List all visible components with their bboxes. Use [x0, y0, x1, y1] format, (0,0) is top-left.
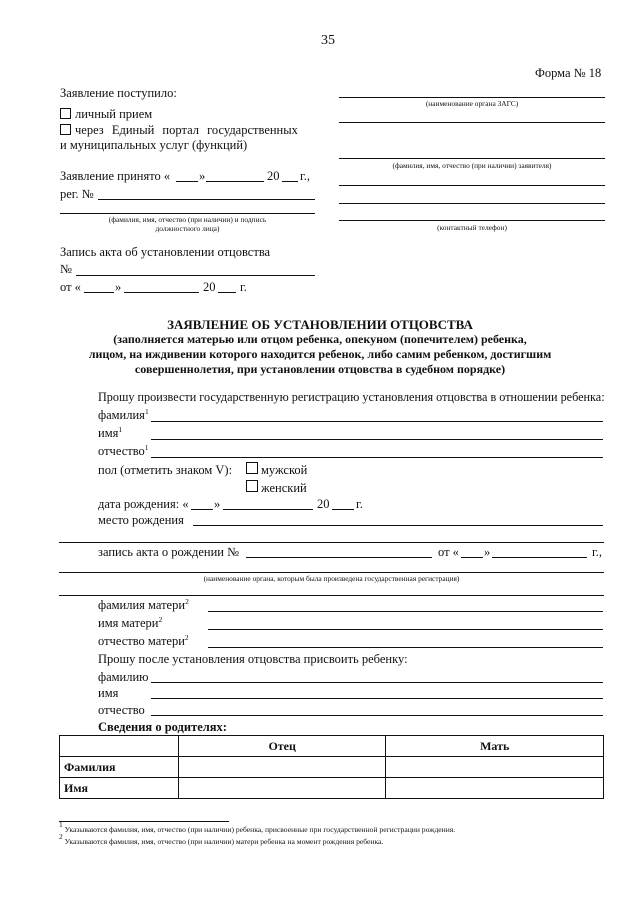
father-name-cell[interactable]	[179, 778, 386, 799]
registration-organ-caption: (наименование органа, которым была произведена государственная регистрация)	[203, 574, 460, 583]
footnote-ref-1c: 1	[144, 443, 149, 452]
footnote-1-mark: 1	[59, 820, 63, 829]
birth-record-day-field[interactable]	[461, 557, 483, 558]
registration-organ-field[interactable]	[59, 572, 604, 573]
form-title: ЗАЯВЛЕНИЕ ОБ УСТАНОВЛЕНИИ ОТЦОВСТВА	[167, 317, 473, 332]
phone-caption: (контактный телефон)	[437, 223, 507, 232]
birth-record-from: от «	[438, 545, 459, 559]
dob-suffix: г.	[356, 497, 363, 511]
parents-table-corner	[60, 736, 179, 757]
child-surname-label	[98, 408, 149, 422]
child-surname-text: фамилия	[98, 408, 145, 422]
registry-office-field[interactable]	[339, 97, 605, 98]
mother-patronymic-label	[98, 634, 189, 648]
mother-surname-label	[98, 598, 189, 612]
form-subtitle-2: лицом, на иждивении которого находится ребенок, либо самим ребенком, достигшим	[88, 347, 552, 361]
registry-office-field-2[interactable]	[339, 122, 605, 123]
applicant-name-field[interactable]	[339, 158, 605, 159]
act-record-number-field[interactable]	[76, 275, 315, 276]
form-number: Форма № 18	[535, 66, 602, 80]
act-record-label: Запись акта об установлении отцовства	[60, 245, 271, 259]
reg-number-field[interactable]	[98, 199, 315, 200]
child-name-field[interactable]	[151, 439, 603, 440]
row-label-surname: Фамилия	[60, 757, 179, 778]
mother-surname-field[interactable]	[208, 611, 603, 612]
portal-label-line2: и муниципальных услуг (функций)	[60, 138, 248, 152]
birth-record-sep: »	[484, 545, 491, 559]
child-surname-field[interactable]	[151, 421, 603, 422]
parents-table	[59, 735, 604, 799]
applicant-extra-field-2[interactable]	[339, 203, 605, 204]
accepted-prefix: Заявление принято «	[60, 169, 171, 183]
act-record-day-field[interactable]	[84, 292, 114, 293]
assign-request: Прошу после установления отцовства присвоить ребенку:	[98, 652, 408, 666]
official-signature-field[interactable]	[60, 213, 315, 214]
assign-surname-label: фамилию	[98, 670, 149, 684]
table-row	[60, 778, 604, 799]
mother-name-field[interactable]	[208, 629, 603, 630]
birth-record-month-field[interactable]	[492, 557, 587, 558]
assign-patronymic-field[interactable]	[151, 715, 603, 716]
footnote-ref-2: 2	[185, 597, 189, 606]
applicant-extra-field-1[interactable]	[339, 185, 605, 186]
sex-label: пол (отметить знаком V):	[98, 463, 233, 477]
assign-patronymic-label: отчество	[98, 703, 145, 717]
act-record-suffix: г.	[240, 280, 247, 294]
father-surname-cell[interactable]	[179, 757, 386, 778]
accepted-year-field[interactable]	[282, 181, 298, 182]
footnote-2-text: Указываются фамилия, имя, отчество (при наличии) матери ребенка на момент рождения ребенка.	[64, 837, 384, 846]
female-label: женский	[261, 481, 307, 495]
child-patronymic-field[interactable]	[151, 457, 603, 458]
birth-record-suffix: г.,	[592, 545, 602, 559]
child-patronymic-label	[98, 444, 149, 458]
dob-month-field[interactable]	[223, 509, 313, 510]
dob-day-field[interactable]	[191, 509, 213, 510]
portal-label-line1: через Единый портал государственных	[75, 123, 298, 137]
phone-field[interactable]	[339, 220, 605, 221]
registration-organ-field-2[interactable]	[59, 595, 604, 596]
form-subtitle-1: (заполняется матерью или отцом ребенка, опекуном (попечителем) ребенка,	[113, 332, 527, 346]
col-father-header: Отец	[179, 736, 386, 757]
reg-label: рег. №	[60, 187, 94, 201]
act-record-month-field[interactable]	[124, 292, 199, 293]
assign-surname-field[interactable]	[151, 682, 603, 683]
request-line: Прошу произвести государственную регистрацию установления отцовства в отношении ребенка:	[98, 390, 605, 404]
mother-patronymic-field[interactable]	[208, 647, 603, 648]
dob-prefix: дата рождения: «	[98, 497, 189, 511]
table-row	[60, 757, 604, 778]
accepted-year: 20	[267, 169, 280, 183]
birth-record-number-field[interactable]	[246, 557, 432, 558]
col-mother-header: Мать	[386, 736, 604, 757]
form-subtitle-3: совершеннолетия, при установлении отцовства в судебном порядке)	[134, 362, 506, 376]
portal-checkbox[interactable]	[60, 124, 71, 135]
birthplace-label: место рождения	[98, 513, 184, 527]
official-caption-line2: должностного лица)	[155, 224, 220, 233]
assign-name-label: имя	[98, 686, 119, 700]
accepted-suffix: г.,	[300, 169, 310, 183]
act-record-no-label: №	[60, 262, 72, 276]
act-record-year: 20	[203, 280, 216, 294]
footnote-ref-2c: 2	[184, 633, 189, 642]
dob-sep: »	[214, 497, 221, 511]
footnote-ref-2b: 2	[158, 615, 163, 624]
footnote-2-mark: 2	[59, 832, 63, 841]
page-number: 35	[321, 33, 335, 48]
footnote-1	[59, 820, 456, 835]
mother-name-text: имя матери	[98, 616, 159, 630]
official-caption-line1: (фамилия, имя, отчество (при наличии) и подпись	[108, 215, 267, 224]
parents-table-header	[60, 736, 604, 757]
mother-name-cell[interactable]	[386, 778, 604, 799]
footnote-2	[59, 832, 384, 847]
assign-name-field[interactable]	[151, 698, 603, 699]
child-name-label	[98, 426, 122, 440]
female-checkbox[interactable]	[246, 480, 258, 492]
accepted-day-sep: »	[199, 169, 206, 183]
dob-year-field[interactable]	[332, 509, 354, 510]
footnote-1-text: Указываются фамилия, имя, отчество (при наличии) ребенка, присвоенные при государственной регистрации рождения.	[64, 825, 456, 834]
act-record-date-sep: »	[115, 280, 122, 294]
child-name-text: имя	[98, 426, 119, 440]
registry-office-caption: (наименование органа ЗАГС)	[425, 99, 519, 108]
birthplace-field-2[interactable]	[59, 542, 604, 543]
birth-record-label: запись акта о рождении №	[98, 545, 240, 559]
personal-visit-label: личный прием	[75, 107, 153, 121]
birthplace-field[interactable]	[193, 525, 603, 526]
accepted-day-field[interactable]	[176, 181, 198, 182]
male-checkbox[interactable]	[246, 462, 258, 474]
row-label-name: Имя	[60, 778, 179, 799]
received-label: Заявление поступило:	[60, 86, 177, 100]
mother-surname-cell[interactable]	[386, 757, 604, 778]
footnote-separator	[59, 821, 229, 822]
applicant-caption: (фамилия, имя, отчество (при наличии) заявителя)	[392, 161, 552, 170]
mother-name-label	[98, 616, 162, 630]
parents-info-heading: Сведения о родителях:	[98, 720, 227, 734]
act-record-year-field[interactable]	[218, 292, 236, 293]
child-patronymic-text: отчество	[98, 444, 145, 458]
footnote-ref-1: 1	[144, 407, 149, 416]
mother-surname-text: фамилия матери	[98, 598, 186, 612]
act-record-date-prefix: от «	[60, 280, 81, 294]
dob-year: 20	[317, 497, 330, 511]
footnote-ref-1b: 1	[118, 425, 123, 434]
personal-visit-checkbox[interactable]	[60, 108, 71, 119]
accepted-month-field[interactable]	[206, 181, 264, 182]
mother-patronymic-text: отчество матери	[98, 634, 185, 648]
male-label: мужской	[261, 463, 308, 477]
